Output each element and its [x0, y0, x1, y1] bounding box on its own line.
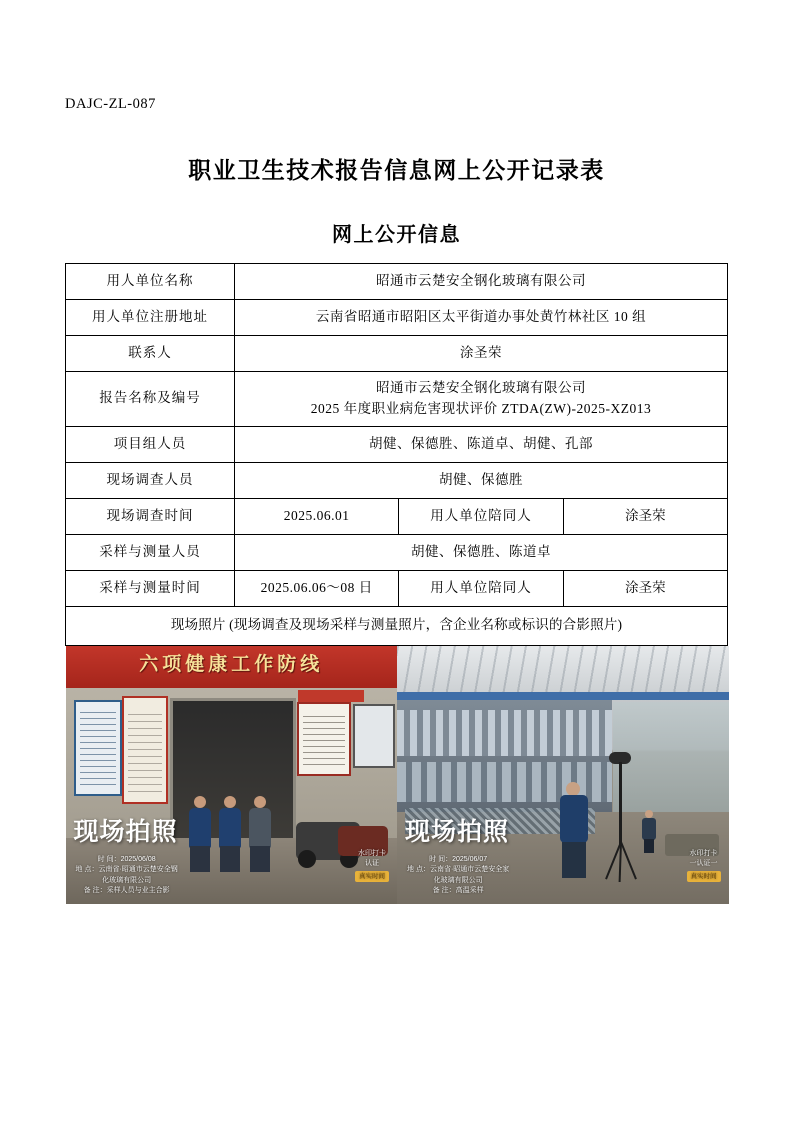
- watermark-badge-right: [687, 849, 721, 882]
- row-label-sampling-staff: 采样与测量人员: [66, 534, 235, 570]
- watermark-line: 地 点：云南省·昭通市云楚安全钢: [75, 866, 178, 874]
- notice-board-b: [122, 696, 168, 804]
- watermark-line: 化玻璃有限公司: [102, 876, 152, 884]
- row-value-registered-address: 云南省昭通市昭阳区太平街道办事处黄竹林社区 10 组: [235, 300, 728, 336]
- row-label-sampling-date: 采样与测量时间: [66, 570, 235, 606]
- photo-row: [66, 645, 728, 904]
- notice-board-d: [353, 704, 395, 768]
- table-row: [66, 534, 728, 570]
- watermark-badge-line: 水印打卡: [689, 850, 718, 858]
- row-label-project-team: 项目组人员: [66, 426, 235, 462]
- row-label-survey-accompanier: 用人单位陪同人: [399, 498, 563, 534]
- table-row: [66, 498, 728, 534]
- table-row: [66, 462, 728, 498]
- table-row: [66, 570, 728, 606]
- person-figure: [188, 796, 212, 870]
- table-row: [66, 336, 728, 372]
- table-row: [66, 372, 728, 427]
- report-name-line1: 昭通市云楚安全钢化玻璃有限公司: [376, 380, 586, 395]
- watermark-details-right: [407, 855, 509, 896]
- photos-cell: [66, 645, 728, 904]
- watermark-title-right: 现场拍照: [405, 818, 510, 847]
- page-title: 职业卫生技术报告信息网上公开记录表: [188, 158, 605, 183]
- watermark-line: 时 间：2025/06/08: [97, 856, 156, 864]
- watermark-badge-line: 认证: [365, 859, 379, 867]
- person-figure: [218, 796, 242, 870]
- table-row: [66, 426, 728, 462]
- row-value-report-name-number: [235, 372, 728, 427]
- row-label-report-name-number: 报告名称及编号: [66, 372, 235, 427]
- watermark-line: 备 注：高温采样: [432, 886, 484, 894]
- public-info-table: [65, 263, 728, 904]
- worker-figure: [557, 782, 591, 878]
- table-row: [66, 606, 728, 645]
- blue-beam: [397, 692, 729, 700]
- document-code: DAJC-ZL-087: [65, 96, 156, 112]
- photo-gallery: [66, 646, 729, 904]
- site-photo-right: [397, 646, 729, 904]
- watermark-badge-line: 一认证一: [689, 859, 718, 867]
- page-subtitle: 网上公开信息: [332, 224, 461, 246]
- red-sign: [298, 690, 364, 702]
- watermark-badge-tag: 真实时间: [355, 871, 389, 882]
- banner-text: 六项健康工作防线: [139, 653, 324, 675]
- report-name-line2: 2025 年度职业病危害现状评价 ZTDA(ZW)-2025-XZ013: [310, 400, 652, 416]
- row-value-sampling-accompanier: 涂圣荣: [563, 570, 727, 606]
- notice-board-c: [297, 702, 351, 776]
- watermark-line: 地 点：云南省·昭通市云楚安全家: [407, 866, 510, 874]
- row-label-survey-date: 现场调查时间: [66, 498, 235, 534]
- row-value-survey-date: 2025.06.01: [235, 498, 399, 534]
- row-value-contact-person: 涂圣荣: [235, 336, 728, 372]
- row-label-sampling-accompanier: 用人单位陪同人: [399, 570, 563, 606]
- watermark-badge-line: 水印打卡: [358, 850, 386, 858]
- row-value-company-name: 昭通市云楚安全钢化玻璃有限公司: [235, 264, 728, 300]
- table-row: [66, 264, 728, 300]
- watermark-badge-tag: 真实时间: [687, 871, 721, 882]
- row-label-company-name: 用人单位名称: [66, 264, 235, 300]
- row-value-survey-accompanier: 涂圣荣: [563, 498, 727, 534]
- table-row: [66, 300, 728, 336]
- row-label-registered-address: 用人单位注册地址: [66, 300, 235, 336]
- watermark-details-left: [76, 855, 178, 896]
- watermark-badge-left: [355, 849, 389, 882]
- watermark-title-left: 现场拍照: [73, 818, 178, 847]
- row-value-survey-staff: 胡健、保德胜: [235, 462, 728, 498]
- row-value-project-team: 胡健、保德胜、陈道卓、胡健、孔部: [235, 426, 728, 462]
- row-value-sampling-staff: 胡健、保德胜、陈道卓: [235, 534, 728, 570]
- watermark-line: 备 注：采样人员与业主合影: [83, 886, 170, 894]
- row-label-contact-person: 联系人: [66, 336, 235, 372]
- row-value-sampling-date: 2025.06.06～08 日: [235, 570, 399, 606]
- watermark-line: 时 间：2025/06/07: [429, 856, 488, 864]
- photo-section-note: 现场照片 (现场调查及现场采样与测量照片，含企业名称或标识的合影照片): [66, 606, 728, 645]
- row-label-survey-staff: 现场调查人员: [66, 462, 235, 498]
- sampling-tripod: [593, 762, 649, 882]
- watermark-line: 化玻璃有限公司: [433, 876, 483, 884]
- notice-board-a: [74, 700, 122, 796]
- person-figure: [248, 796, 272, 870]
- site-photo-left: [66, 646, 398, 904]
